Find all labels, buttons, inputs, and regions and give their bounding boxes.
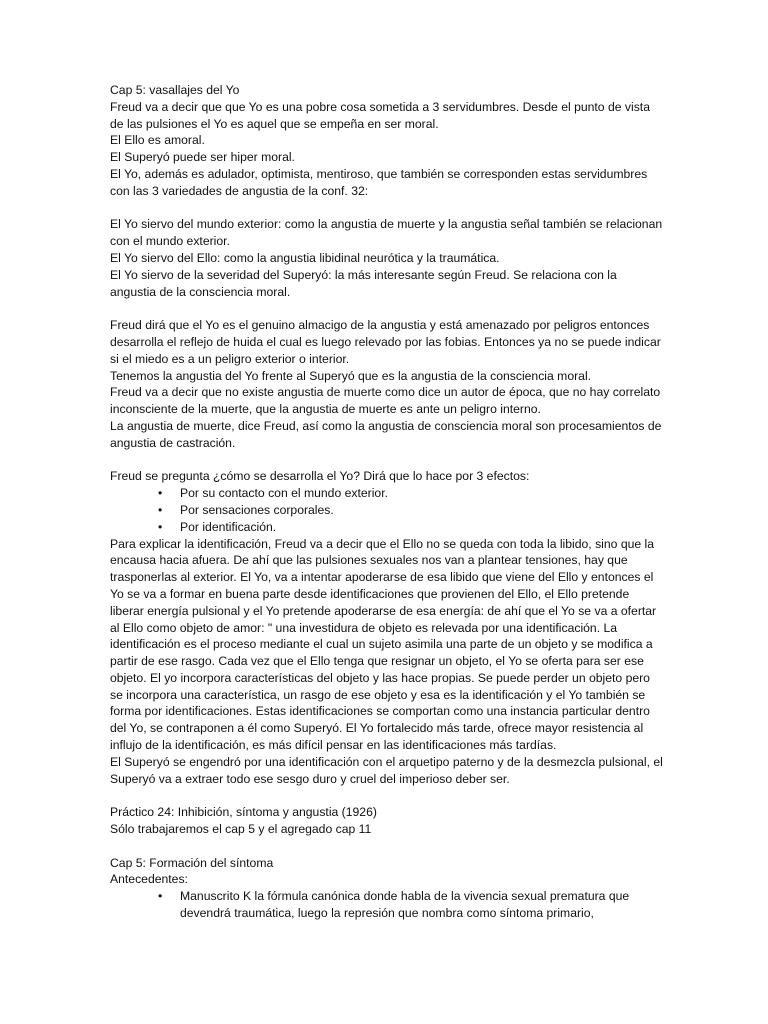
paragraph: El Ello es amoral. xyxy=(110,133,205,148)
spacer xyxy=(110,300,666,317)
spacer xyxy=(110,838,666,855)
list-item xyxy=(110,888,666,922)
spacer xyxy=(110,200,666,217)
list-item xyxy=(110,502,666,519)
section-title: Cap 5: vasallajes del Yo xyxy=(110,83,240,97)
paragraph: Para explicar la identificación, Freud va a decir que el Ello no se queda con toda la libido, sino que la encausa hacia afuera. De ahí que las pulsiones sexuales nos van a plantear tensiones, hay que trasponerlas al exterior. El Yo, va a intentar apoderarse de esa libido que viene del Ello y entonces el Yo se va a formar en buena parte desde identificaciones que provienen del Ello, el Ello pretende liberar energía pulsional y el Yo pretende apoderarse de esa energía: de ahí que el Yo se va a ofertar al Ello como objeto de amor: " una investidura de objeto es relevada por una identificación. La identificación es el proceso mediante el cual un sujeto asimila una parte de un objeto y se modifica a partir de ese rasgo. Cada vez que el Ello tenga que resignar un objeto, el Yo se oferta para ser ese objeto. El yo incorpora características del objeto y las hace propias. Se puede perder un objeto pero se incorpora una característica, un rasgo de ese objeto y esa es la identificación y el Yo también se forma por identificaciones. Estas identificaciones se comportan como una instancia particular dentro del Yo, se contraponen a él como Superyó. El Yo fortalecido más tarde, ofrece mayor resistencia al influjo de la identificación, es más difícil pensar en las identificaciones más tardías. xyxy=(110,536,657,753)
paragraph: El Yo siervo de la severidad del Superyó: la más interesante según Freud. Se relaciona con la angustia de la consciencia moral. xyxy=(110,267,617,299)
bullet-icon xyxy=(158,888,162,905)
paragraph: El Superyó puede ser hiper moral. xyxy=(110,150,295,165)
paragraph: El Yo, además es adulador, optimista, mentiroso, que también se corresponden estas servidumbres con las 3 variedades de angustia de la conf. 32: xyxy=(110,166,648,198)
paragraph: Sólo trabajaremos el cap 5 y el agregado cap 11 xyxy=(110,822,372,837)
paragraph: El Yo siervo del Ello: como la angustia libidinal neurótica y la traumática. xyxy=(110,250,500,265)
paragraph: El Superyó se engendró por una identificación con el arquetipo paterno y de la desmezcla pulsional, el Superyó va a extraer todo ese sesgo duro y cruel del imperioso deber ser. xyxy=(110,754,663,786)
paragraph: La angustia de muerte, dice Freud, así como la angustia de consciencia moral son procesamientos de angustia de castración. xyxy=(110,418,662,450)
spacer xyxy=(110,787,666,804)
antecedents-list xyxy=(110,888,666,922)
paragraph: Freud se pregunta ¿cómo se desarrolla el Yo? Dirá que lo hace por 3 efectos: xyxy=(110,469,530,484)
section-title: Cap 5: Formación del síntoma xyxy=(110,855,274,870)
section-title: Práctico 24: Inhibición, síntoma y angustia (1926) xyxy=(110,805,377,820)
paragraph: El Yo siervo del mundo exterior: como la angustia de muerte y la angustia señal también se relacionan con el mundo exterior. xyxy=(110,217,663,249)
list-item-text: Por su contacto con el mundo exterior. xyxy=(180,486,388,501)
document-page xyxy=(110,82,666,922)
list-item-text: Por identificación. xyxy=(180,519,277,534)
list-item xyxy=(110,485,666,502)
paragraph: Freud va a decir que no existe angustia de muerte como dice un autor de época, que no hay correlato inconsciente de la muerte, que la angustia de muerte es ante un peligro interno. xyxy=(110,385,661,417)
effects-list xyxy=(110,485,666,535)
paragraph: Tenemos la angustia del Yo frente al Superyó que es la angustia de la consciencia moral. xyxy=(110,368,592,383)
bullet-icon xyxy=(158,519,162,536)
list-item-text: Manuscrito K la fórmula canónica donde habla de la vivencia sexual prematura que devendrá traumática, luego la represión que nombra como síntoma primario, xyxy=(180,889,630,921)
subheading: Antecedentes: xyxy=(110,872,188,887)
bullet-icon xyxy=(158,502,162,519)
spacer xyxy=(110,452,666,469)
list-item xyxy=(110,519,666,536)
paragraph: Freud va a decir que que Yo es una pobre cosa sometida a 3 servidumbres. Desde el punto de vista de las pulsiones el Yo es aquel que se empeña en ser moral. xyxy=(110,99,650,131)
list-item-text: Por sensaciones corporales. xyxy=(180,502,334,517)
paragraph: Freud dirá que el Yo es el genuino almacigo de la angustia y está amenazado por peligros entonces desarrolla el reflejo de huida el cual es luego relevado por las fobias. Entonces ya no se puede indicar si el miedo es a un peligro exterior o interior. xyxy=(110,318,661,366)
bullet-icon xyxy=(158,485,162,502)
